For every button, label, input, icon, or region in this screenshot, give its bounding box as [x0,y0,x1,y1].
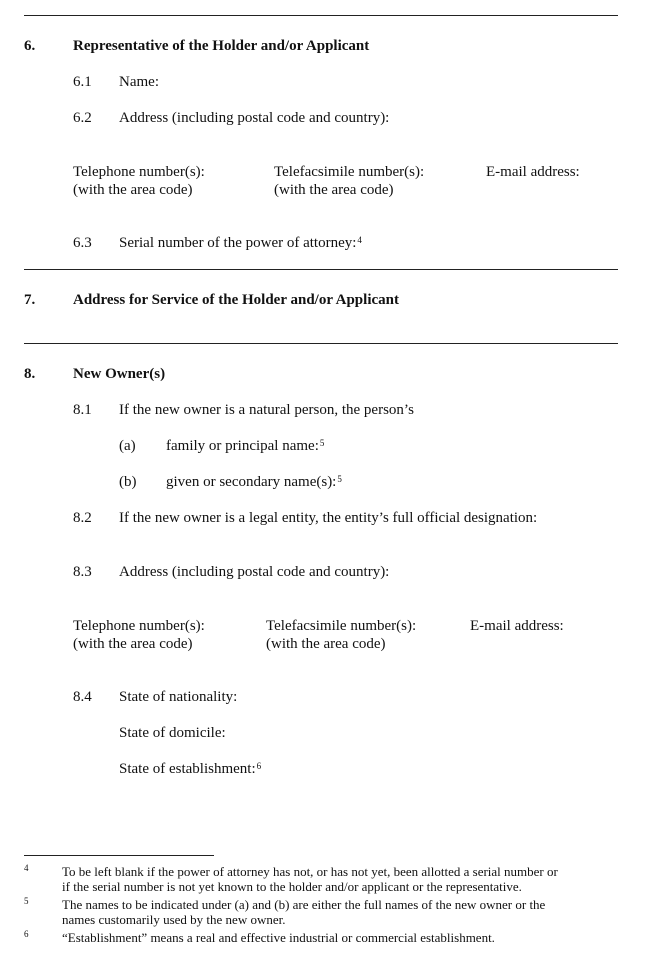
rep-fax-label [274,163,424,199]
item-6-3-label: Serial number of the power of attorney: [119,235,357,251]
item-6-3-line [119,234,362,252]
rep-telephone-line1: Telephone number(s): [73,164,205,180]
item-8-4-number: 8.4 [73,689,92,705]
owner-telephone-line2: (with the area code) [73,636,193,652]
item-8-1-b-number: (b) [119,474,137,490]
footnote-5-text [62,897,545,927]
footnote-6-line1: “Establishment” means a real and effective industrial or commercial establishment. [62,930,495,945]
section-6-title: Representative of the Holder and/or Applicant [73,38,370,54]
footnote-ref-5b: 5 [337,474,342,484]
rep-telephone-line2: (with the area code) [73,182,193,198]
state-of-establishment-line [119,760,261,778]
owner-email-label: E-mail address: [470,618,564,634]
footnote-5-number: 5 [24,896,29,906]
item-6-1-label: Name: [119,74,159,90]
footnote-ref-4: 4 [357,235,362,245]
item-8-1-number: 8.1 [73,402,92,418]
item-8-2-label: If the new owner is a legal entity, the entity’s full official designation: [119,510,538,526]
footnote-4-number: 4 [24,863,29,873]
footnote-5-line2: names customarily used by the new owner. [62,912,286,927]
state-of-establishment-label: State of establishment: [119,761,256,777]
owner-telephone-line1: Telephone number(s): [73,618,205,634]
owner-telephone-label [73,617,205,653]
rep-telephone-label [73,163,205,199]
item-6-1-number: 6.1 [73,74,92,90]
footnote-4-text [62,864,558,894]
item-8-1-a-label: family or principal name: [166,438,319,454]
state-of-domicile-label: State of domicile: [119,725,226,741]
item-8-2-number: 8.2 [73,510,92,526]
rep-fax-line1: Telefacsimile number(s): [274,164,425,180]
state-of-nationality-label: State of nationality: [119,689,238,705]
item-8-1-a-number: (a) [119,438,136,454]
section-8-number: 8. [24,366,36,382]
item-6-2-label: Address (including postal code and country): [119,110,390,126]
item-6-3-number: 6.3 [73,235,92,251]
footnote-separator [24,855,214,856]
rep-fax-line2: (with the area code) [274,182,394,198]
footnote-4-line1: To be left blank if the power of attorney has not, or has not yet, been allotted a serial number or [62,864,558,879]
item-8-3-label: Address (including postal code and country): [119,564,390,580]
item-8-1-b-label: given or secondary name(s): [166,474,337,490]
footnote-ref-6: 6 [256,761,262,771]
item-8-1-label: If the new owner is a natural person, the person’s [119,402,414,418]
owner-fax-line2: (with the area code) [266,636,386,652]
owner-fax-line1: Telefacsimile number(s): [266,618,417,634]
item-8-1-a-line [166,437,324,455]
section-6-number: 6. [24,38,36,54]
item-8-3-number: 8.3 [73,564,92,580]
item-6-2-number: 6.2 [73,110,92,126]
footnote-6-text [62,930,495,945]
section-7-title: Address for Service of the Holder and/or Applicant [73,292,399,308]
footnote-ref-5a: 5 [319,438,325,448]
section-8-title: New Owner(s) [73,366,166,382]
footnote-4-line2: if the serial number is not yet known to the holder and/or applicant or the representative. [62,879,522,894]
section-divider-7-8 [24,343,618,344]
owner-fax-label [266,617,416,653]
section-divider-top [24,15,618,16]
item-8-1-b-line [166,473,342,491]
section-7-number: 7. [24,292,36,308]
footnote-5-line1: The names to be indicated under (a) and (b) are either the full names of the new owner or the [62,897,546,912]
footnote-6-number: 6 [24,929,29,939]
section-divider-6-7 [24,269,618,270]
rep-email-label: E-mail address: [486,164,580,180]
